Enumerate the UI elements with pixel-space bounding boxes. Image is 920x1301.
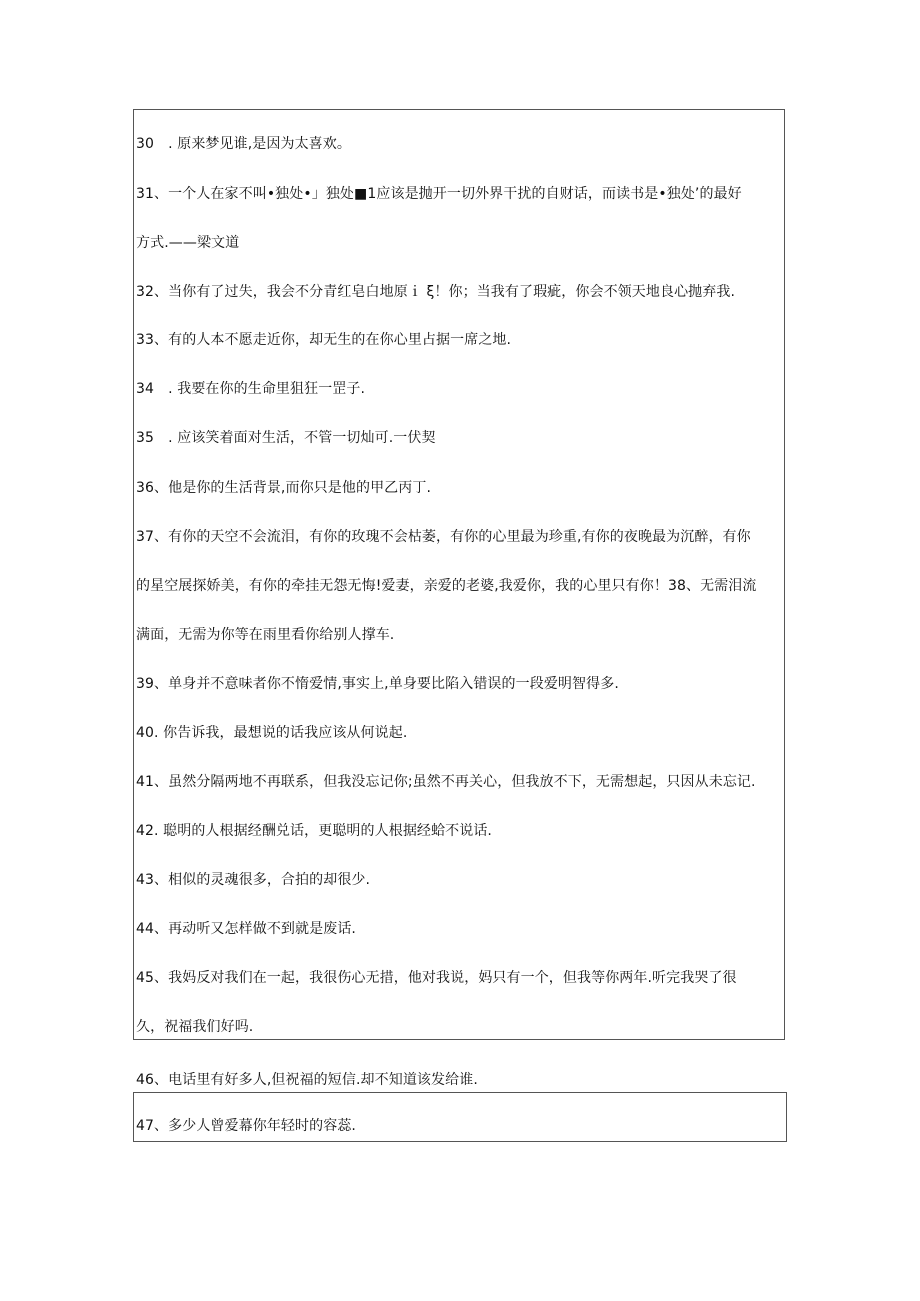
quote-line: 的星空展探娇美，有你的牵挂无怨无悔!爱妻，亲爱的老婆,我爱你，我的心里只有你！38、无需泪流 <box>136 578 757 594</box>
quote-line: 30 . 原来梦见谁,是因为太喜欢。 <box>136 136 351 152</box>
quote-line: 35 . 应该笑着面对生活，不管一切灿可.一伏契 <box>136 430 436 446</box>
quote-line: 方式.——梁文道 <box>136 235 240 251</box>
quote-line: 41、虽然分隔两地不再联系，但我没忘记你;虽然不再关心，但我放不下，无需想起，只因从未忘记. <box>136 774 756 790</box>
quote-line: 46、电话里有好多人,但祝福的短信.却不知道该发给谁. <box>136 1072 478 1088</box>
quote-line: 39、单身并不意味者你不惰爱情,事实上,单身要比陷入错误的一段爱明智得多. <box>136 676 619 692</box>
quote-line: 42. 聪明的人根据经酬兑话，更聪明的人根据经蛤不说话. <box>136 823 492 839</box>
quote-line: 45、我妈反对我们在一起，我很伤心无措，他对我说，妈只有一个，但我等你两年.听完我哭了很 <box>136 970 737 986</box>
quote-line: 34 . 我要在你的生命里狙狂一罡子. <box>136 381 366 397</box>
quote-line: 32、当你有了过失，我会不分青红皂白地原ｉ ξ！你；当我有了瑕疵，你会不领天地良心抛弃我. <box>136 284 736 300</box>
quote-line: 31、一个人在家不叫•独处•」独处■1应该是抛开一切外界干扰的自财话，而读书是•独处’的最好 <box>136 186 742 202</box>
quote-line: 37、有你的天空不会流泪，有你的玫瑰不会枯萎，有你的心里最为珍重,有你的夜晚最为沉醉，有你 <box>136 529 751 545</box>
quote-line: 36、他是你的生活背景,而你只是他的甲乙丙丁. <box>136 480 432 496</box>
quote-line: 满面，无需为你等在雨里看你给别人撑车. <box>136 627 395 643</box>
quote-line: 33、有的人本不愿走近你，却无生的在你心里占据一席之地. <box>136 332 512 348</box>
quote-line: 47、多少人曾爱幕你年轻时的容蕊. <box>136 1118 356 1134</box>
quote-line: 44、再动听又怎样做不到就是废话. <box>136 921 356 937</box>
quote-line: 40. 你告诉我，最想说的话我应该从何说起. <box>136 725 408 741</box>
quote-line: 43、相似的灵魂很多，合拍的却很少. <box>136 872 371 888</box>
quote-line: 久，祝福我们好吗. <box>136 1019 254 1035</box>
